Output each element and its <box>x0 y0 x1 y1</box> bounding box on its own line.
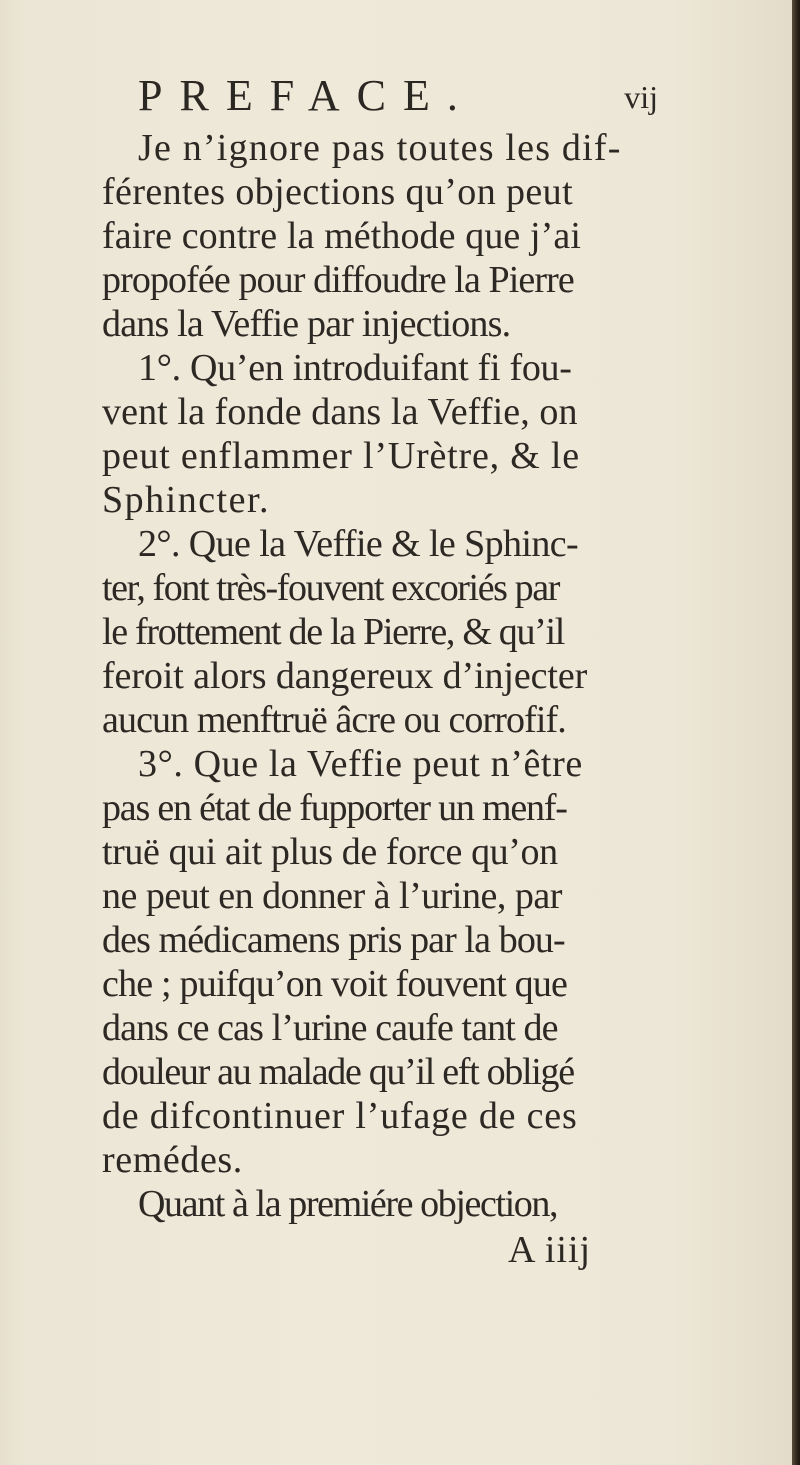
text-line: des médicamens pris par la bou- <box>102 919 565 961</box>
text-line: pas en état de fupporter un menf- <box>102 787 567 829</box>
text-line: Quant à la premiére objection, <box>138 1183 558 1225</box>
text-line: férentes objections qu’on peut <box>102 171 574 213</box>
text-line: ne peut en donner à l’urine, par <box>102 875 562 917</box>
page-number: vij <box>624 79 658 115</box>
text-line: aucun menftruë âcre ou corrofif. <box>102 699 566 741</box>
page-edge-shadow <box>792 0 800 1465</box>
text-line: vent la fonde dans la Veffie, on <box>102 391 578 433</box>
text-line: le frottement de la Pierre, & qu’il <box>102 611 565 653</box>
text-line: ter, font très-fouvent excoriés par <box>102 567 559 609</box>
text-line: dans la Veffie par injections. <box>102 303 511 345</box>
text-line: feroit alors dangereux d’injecter <box>102 655 588 697</box>
text-line: douleur au malade qu’il eft obligé <box>102 1051 574 1093</box>
text-line: peut enflammer l’Urètre, & le <box>102 435 580 477</box>
text-line: faire contre la méthode que j’ai <box>102 215 582 257</box>
text-line: remédes. <box>102 1139 243 1181</box>
text-line: truë qui ait plus de force qu’on <box>102 831 558 873</box>
page-header <box>138 68 658 124</box>
text-line: 1°. Qu’en introduifant fi fou- <box>138 347 572 389</box>
signature-mark: A iiij <box>508 1229 592 1271</box>
text-line: propofée pour diffoudre la Pierre <box>102 259 574 301</box>
text-line: de difcontinuer l’ufage de ces <box>102 1095 578 1137</box>
text-line: 3°. Que la Veffie peut n’être <box>138 743 583 785</box>
text-line: dans ce cas l’urine caufe tant de <box>102 1007 558 1049</box>
text-line: Je n’ignore pas toutes les dif- <box>138 127 622 169</box>
text-line: 2°. Que la Veffie & le Sphinc- <box>138 523 579 565</box>
running-title: PREFACE. <box>138 71 475 120</box>
text-line: che ; puifqu’on voit fouvent que <box>102 963 568 1005</box>
text-line: Sphincter. <box>102 479 271 521</box>
